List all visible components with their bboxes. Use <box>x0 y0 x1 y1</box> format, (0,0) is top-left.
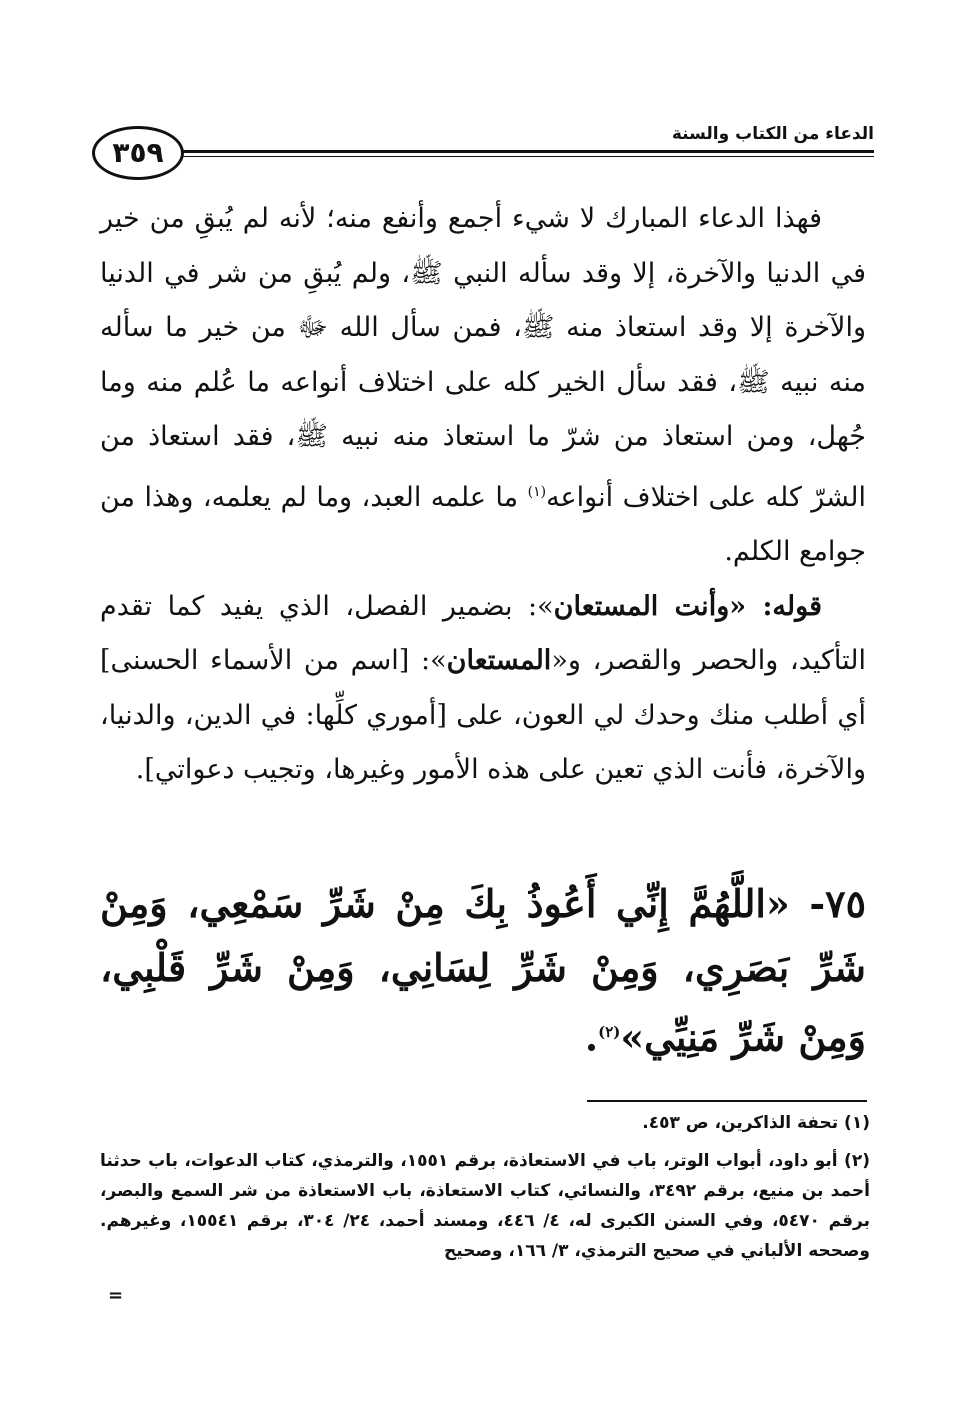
header-rule-thin <box>182 156 874 157</box>
header-rule <box>182 150 874 153</box>
main-text <box>100 192 866 798</box>
quoted-phrase-2: المستعان <box>446 645 552 676</box>
dua-text: اللَّهُمَّ إِنِّي أَعُوذُ بِكَ مِنْ شَرِّ سَمْعِي، وَمِنْ شَرِّ بَصَرِي، وَمِنْ شَرِّ لِسَانِي، وَمِنْ شَرِّ قَلْبِي، وَمِنْ شَرِّ مَنِيِّي <box>100 881 866 1060</box>
dua-75 <box>100 872 866 1070</box>
footnote-1: (١) تحفة الذاكرين، ص ٤٥٣. <box>642 1113 870 1133</box>
footnote-ref-1: (١) <box>527 483 547 500</box>
paragraph-1 <box>100 192 866 580</box>
quoted-phrase-1: وأنت المستعان <box>553 590 730 622</box>
paragraph-2-mid: »: بضمير الفصل، الذي يفيد كما تقدم التأكيد، والحصر والقصر، و« <box>100 590 866 676</box>
dua-number: ٧٥- « <box>766 881 866 926</box>
running-title: الدعاء من الكتاب والسنة <box>666 122 874 146</box>
continuation-mark: = <box>108 1285 124 1306</box>
dua-end: . <box>584 1014 599 1060</box>
page-number: ٣٥٩ <box>112 136 164 169</box>
paragraph-2-intro: قوله: « <box>729 590 822 622</box>
paragraph-2 <box>100 580 866 798</box>
footnotes <box>100 1108 870 1266</box>
footnote-ref-2: (٢) <box>598 1023 621 1041</box>
paragraph-1-text: فهذا الدعاء المبارك لا شيء أجمع وأنفع منه؛ لأنه لم يُبقِ من خير في الدنيا والآخرة، إلا وقد سأله النبي ﷺ، ولم يُبقِ من شر في الدنيا والآخرة إلا وقد استعاذ منه ﷺ، فمن سأل الله ﷻ من خير ما سأله منه نبيه ﷺ، فقد سأل الخير كله على اختلاف أنواعه ما عُلم منه وما جُهل، ومن استعاذ من شرّ ما استعاذ منه نبيه ﷺ، فقد استعاذ من الشرّ كله على اختلاف أنواعه <box>100 203 866 513</box>
paragraph-2-rest: »: [اسم من الأسماء الحسنى] أي أطلب منك وحدك لي العون، على [أموري كلِّها: في الدين، والدنيا، والآخرة، فأنت الذي تعين على هذه الأمور وغيرها، وتجيب دعواتي]. <box>100 645 866 785</box>
footnote-2: (٢) أبو داود، أبواب الوتر، باب في الاستعاذة، برقم ١٥٥١، والترمذي، كتاب الدعوات، باب حدثنا أحمد بن منيع، برقم ٣٤٩٢، والنسائي، كتاب الاستعاذة، باب الاستعاذة من شر السمع والبصر، برقم ٥٤٧٠، وفي السنن الكبرى له، ٤/ ٤٤٦، ومسند أحمد، ٢٤/ ٣٠٤، برقم ١٥٥٤١، وغيرهم. وصححه الألباني في صحيح الترمذي، ٣/ ١٦٦، وصحيح <box>100 1151 870 1261</box>
footnote-separator <box>587 1100 867 1102</box>
page-number-frame <box>92 126 184 180</box>
paragraph-1-end: ما علمه العبد، وما لم يعلمه، وهذا من جوامع الكلم. <box>100 481 866 567</box>
dua-close-quote: » <box>620 1014 645 1060</box>
dua-text-block <box>100 872 866 1070</box>
page-header <box>92 120 874 192</box>
